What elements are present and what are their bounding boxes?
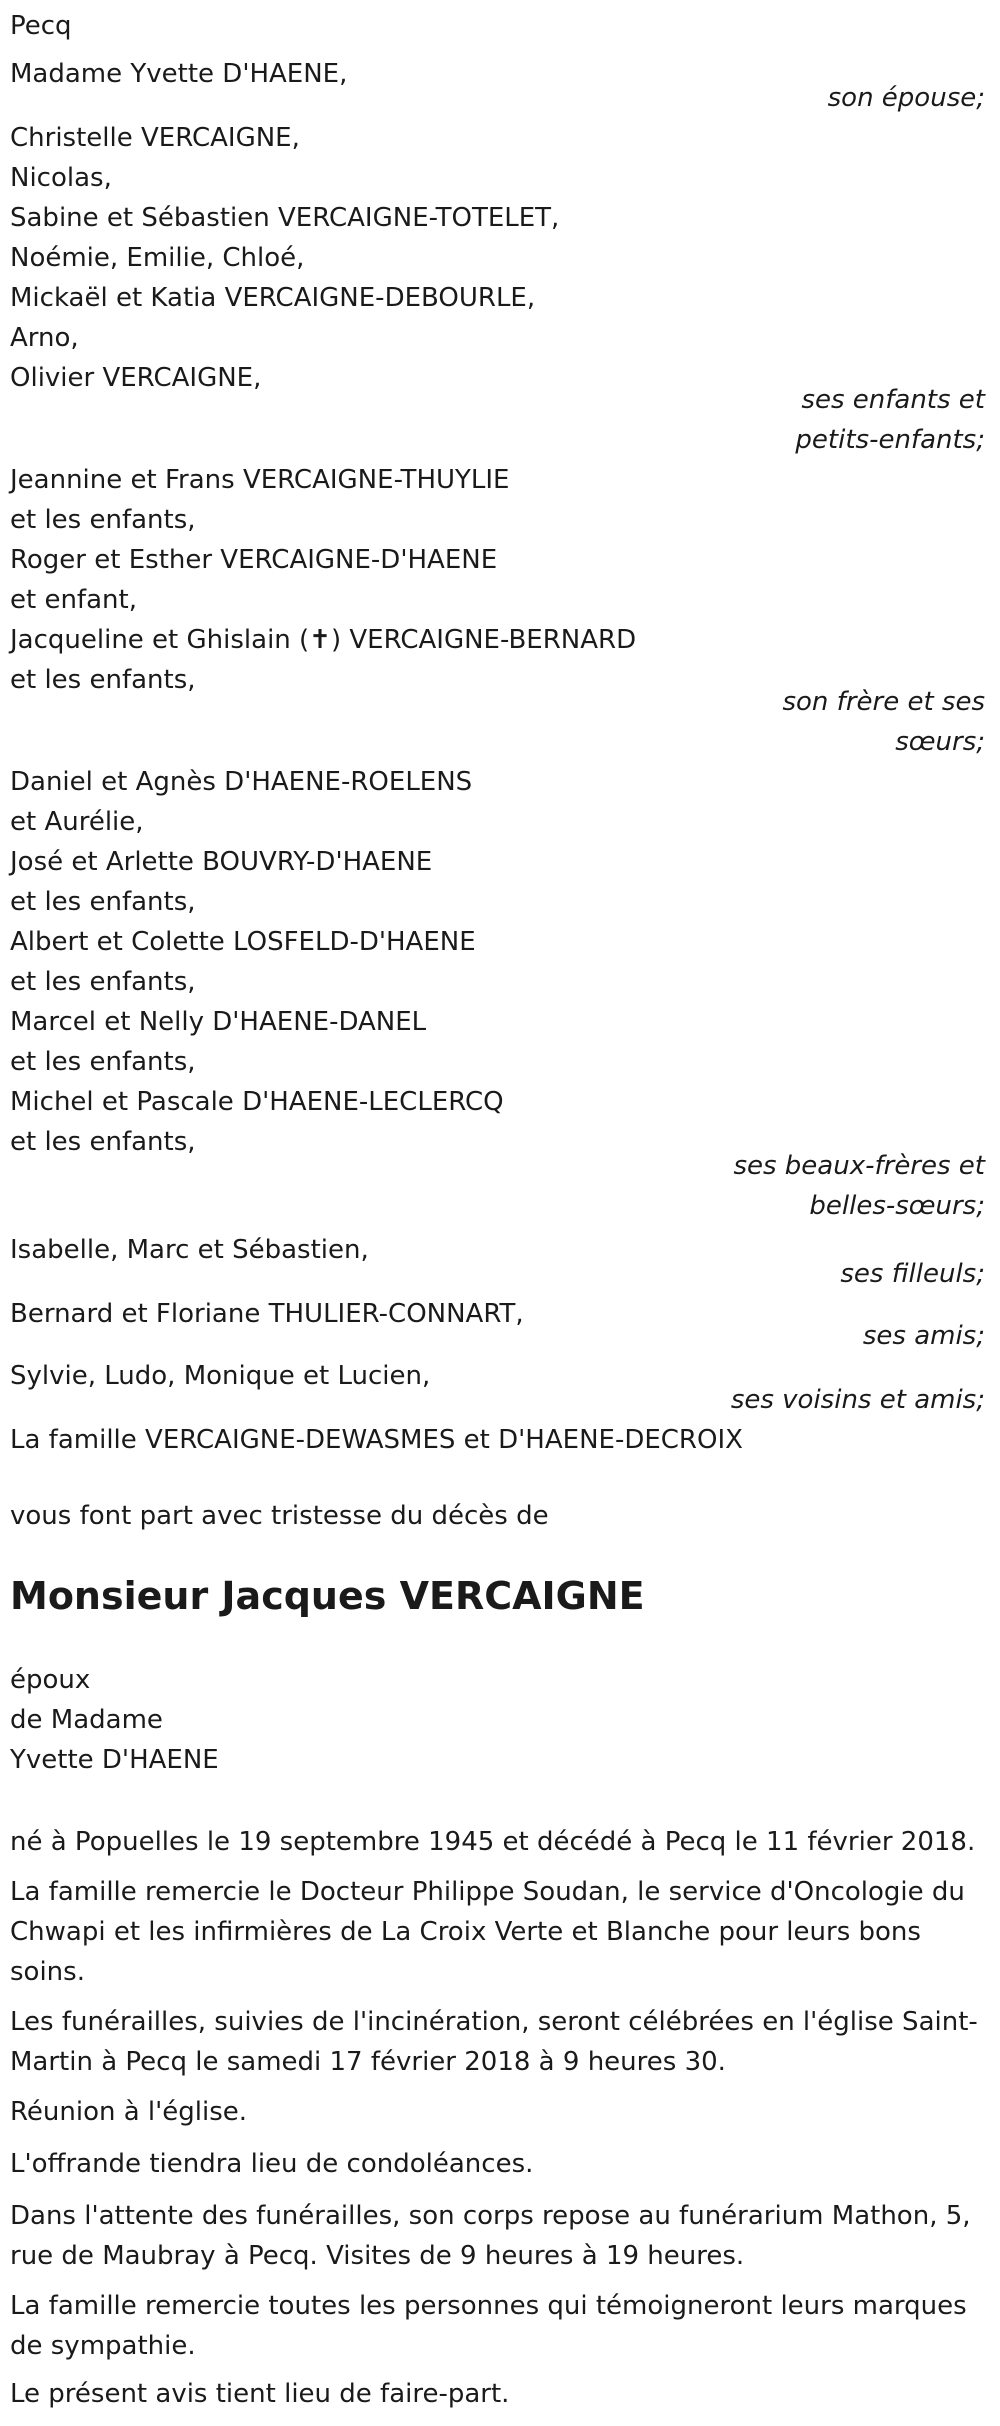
relation-label: petits-enfants; [795, 425, 985, 455]
deceased-name: Monsieur Jacques VERCAIGNE [10, 1574, 645, 1618]
announcer-line: Madame Yvette D'HAENE, [10, 59, 348, 89]
funeral-paragraph: Les funérailles, suivies de l'incinération, seront célébrées en l'église Saint-Martin à Pecq le samedi 17 février 2018 à 9 heures 30. [10, 2007, 978, 2077]
spouse-line: de Madame [10, 1705, 163, 1735]
announcer-line: Jeannine et Frans VERCAIGNE-THUYLIE [10, 465, 510, 495]
relation-label: son frère et ses [782, 687, 985, 717]
announcer-line: La famille VERCAIGNE-DEWASMES et D'HAENE-DECROIX [10, 1425, 743, 1455]
announcer-line: José et Arlette BOUVRY-D'HAENE [10, 847, 433, 877]
announcer-line: et les enfants, [10, 505, 196, 535]
sympathy-paragraph: La famille remercie toutes les personnes qui témoigneront leurs marques de sympathie. [10, 2291, 967, 2361]
relation-label: ses filleuls; [840, 1259, 985, 1289]
announcer-line: et les enfants, [10, 967, 196, 997]
announcer-line: Roger et Esther VERCAIGNE-D'HAENE [10, 545, 498, 575]
announcer-line: Olivier VERCAIGNE, [10, 363, 262, 393]
announcer-line: Isabelle, Marc et Sébastien, [10, 1235, 369, 1265]
announcer-line: Christelle VERCAIGNE, [10, 123, 300, 153]
birth-death-text: né à Popuelles le 19 septembre 1945 et décédé à Pecq le 11 février 2018. [10, 1827, 976, 1857]
announcer-line: et les enfants, [10, 887, 196, 917]
announcer-line: Sabine et Sébastien VERCAIGNE-TOTELET, [10, 203, 560, 233]
relation-label: ses amis; [862, 1321, 985, 1351]
announcer-line: Albert et Colette LOSFELD-D'HAENE [10, 927, 476, 957]
announcer-line: Sylvie, Ludo, Monique et Lucien, [10, 1361, 431, 1391]
spouse-line: époux [10, 1665, 91, 1695]
relation-label: sœurs; [895, 727, 985, 757]
announcer-line: Nicolas, [10, 163, 112, 193]
offering-paragraph: L'offrande tiendra lieu de condoléances. [10, 2149, 534, 2179]
announcer-line: Arno, [10, 323, 79, 353]
meeting-paragraph: Réunion à l'église. [10, 2097, 248, 2127]
notice-paragraph: Le présent avis tient lieu de faire-part. [10, 2379, 510, 2409]
announcer-line: et les enfants, [10, 1047, 196, 1077]
funerarium-paragraph: Dans l'attente des funérailles, son corps repose au funérarium Mathon, 5, rue de Maubray à Pecq. Visites de 9 heures à 19 heures. [10, 2201, 971, 2271]
relation-label: son épouse; [827, 83, 985, 113]
announcer-line: Mickaël et Katia VERCAIGNE-DEBOURLE, [10, 283, 536, 313]
relation-label: ses beaux-frères et [733, 1151, 985, 1181]
announcer-line: Michel et Pascale D'HAENE-LECLERCQ [10, 1087, 504, 1117]
announcer-line: et les enfants, [10, 665, 196, 695]
announcer-line: et enfant, [10, 585, 137, 615]
announcer-line: et les enfants, [10, 1127, 196, 1157]
relation-label: ses voisins et amis; [730, 1385, 985, 1415]
intro-text: vous font part avec tristesse du décès de [10, 1501, 549, 1531]
announcer-line: Noémie, Emilie, Chloé, [10, 243, 305, 273]
relation-label: ses enfants et [801, 385, 985, 415]
announcer-line: Bernard et Floriane THULIER-CONNART, [10, 1299, 524, 1329]
thanks-paragraph: La famille remercie le Docteur Philippe Soudan, le service d'Oncologie du Chwapi et les infirmières de La Croix Verte et Blanche pour leurs bons soins. [10, 1877, 965, 1987]
announcer-line: Daniel et Agnès D'HAENE-ROELENS [10, 767, 473, 797]
announcer-line: et Aurélie, [10, 807, 144, 837]
relation-label: belles-sœurs; [809, 1191, 985, 1221]
spouse-line: Yvette D'HAENE [10, 1745, 219, 1775]
announcer-line: Marcel et Nelly D'HAENE-DANEL [10, 1007, 427, 1037]
announcer-line: Jacqueline et Ghislain (✝) VERCAIGNE-BERNARD [10, 625, 637, 655]
place: Pecq [10, 11, 72, 41]
